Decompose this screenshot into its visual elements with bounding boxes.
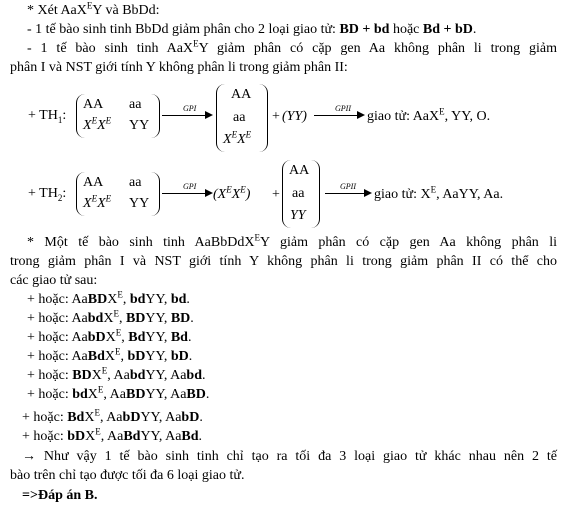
line-2-dot: .: [472, 22, 477, 37]
conclusion-line-2: bào trên chỉ tạo được tối đa 6 loại giao tử.: [10, 468, 245, 483]
gene-bold: bD: [122, 410, 141, 425]
gene-bold: bD: [170, 349, 189, 364]
option-text: $X^E$, Aa: [87, 384, 126, 402]
gene-bold: Bd: [123, 429, 141, 444]
gamete-option: [27, 348, 192, 366]
option-text: .: [186, 292, 190, 307]
arrow-head-icon: [364, 189, 372, 197]
option-text: $X^E$,: [105, 327, 129, 345]
gene-bold: Bd: [170, 330, 188, 345]
case-1-label: + $TH_1$:: [28, 108, 67, 125]
answer-line: =>Đáp án B.: [22, 488, 98, 503]
gene-bold: bd: [129, 292, 146, 307]
heading-text: * Xét AaX$^E$Y và BbDd:: [27, 0, 160, 18]
option-text: .: [199, 410, 203, 425]
gene-bold: Bd: [181, 429, 199, 444]
option-text: $X^E$,: [104, 346, 128, 364]
line-4: phân I và NST giới tính Y không phân li trong giảm phân II:: [10, 60, 348, 75]
case-2-matrix-1: [76, 172, 160, 216]
m-cell-xx: $X^EX^E$: [223, 129, 252, 147]
heading-line-1: [27, 2, 160, 20]
case-1-matrix-2: [216, 84, 268, 152]
m-cell-xx: $X^EX^E$: [83, 115, 112, 133]
gamete-option: [27, 291, 190, 309]
para-2-line-1: * Một tế bào sinh tinh AaBbDdX$^E$Y giảm phân có cặp gen Aa không phân li: [27, 232, 557, 250]
gamete-bD-bold: Bd + bD: [422, 22, 473, 37]
gene-bold: Bd: [87, 349, 105, 364]
arrow-head-icon: [205, 111, 213, 119]
option-text: .: [198, 429, 203, 444]
gamete-bd-bold: BD + bd: [339, 22, 390, 37]
gene-bold: bd: [72, 387, 88, 402]
conclusion-line-1: → Như vậy 1 tế bào sinh tinh chỉ tạo ra tối đa 3 loại giao tử khác nhau nên 2 tế: [22, 449, 557, 464]
m-cell: aa: [129, 175, 142, 190]
gene-bold: bd: [87, 311, 104, 326]
option-text: + hoặc: Aa: [27, 349, 88, 364]
m-cell: aa: [292, 186, 305, 201]
option-text: YY,: [145, 349, 171, 364]
option-text: + hoặc: Aa: [27, 330, 88, 345]
gene-bold: BD: [87, 292, 108, 307]
plus-sign: +: [272, 187, 280, 202]
m-cell: AA: [83, 175, 104, 190]
gene-bold: bD: [87, 330, 106, 345]
option-text: .: [187, 330, 192, 345]
line-2-text: - 1 tế bào sinh tinh BbDd giảm phân cho 2 loại giao tử:: [27, 22, 340, 37]
option-text: YY, Aa: [145, 387, 187, 402]
plus-sign: +: [272, 109, 280, 124]
line-2-or: hoặc: [389, 22, 423, 37]
option-text: YY,: [145, 330, 171, 345]
option-text: $X^E$, Aa: [84, 407, 123, 425]
gene-bold: bd: [186, 368, 202, 383]
para-2-line-2: trong giảm phân I và NST giới tính Y không phân li trong giảm phân II có thể cho: [10, 254, 557, 269]
yy-term: (YY): [282, 109, 307, 124]
para-2-line-3: các giao tử sau:: [10, 273, 98, 288]
gene-bold: BD: [125, 311, 146, 326]
option-text: $X^E$,: [107, 289, 130, 307]
gene-bold: Bd: [67, 410, 85, 425]
m-cell: YY: [129, 118, 150, 133]
option-text: YY, Aa: [140, 429, 182, 444]
gene-bold: BD: [186, 387, 206, 402]
option-text: + hoặc: Aa: [27, 292, 88, 307]
option-text: YY,: [145, 311, 171, 326]
arrow-line: [325, 193, 365, 194]
option-text: $X^E$, Aa: [91, 365, 130, 383]
gamete-option: [27, 329, 191, 347]
gpii-label: GPII: [340, 182, 356, 191]
option-text: + hoặc: Aa: [27, 311, 88, 326]
xx-term: $(X^EX^E)$: [213, 184, 251, 202]
option-text: .: [205, 387, 210, 402]
m-cell: aa: [129, 97, 142, 112]
gene-bold: bD: [127, 349, 146, 364]
option-text: + hoặc:: [27, 387, 73, 402]
option-text: YY, Aa: [140, 410, 182, 425]
m-cell: YY: [290, 208, 306, 223]
option-text: + hoặc:: [27, 368, 73, 383]
case-1-matrix-1: [76, 94, 160, 138]
gene-bold: BD: [170, 311, 191, 326]
gamete-option: [22, 409, 203, 427]
gamete-option: [27, 367, 205, 385]
arrow-line: [162, 193, 206, 194]
arrow-line: [162, 115, 206, 116]
option-text: YY, Aa: [145, 368, 187, 383]
m-cell-xx: $X^EX^E$: [83, 193, 112, 211]
gene-bold: BD: [125, 387, 146, 402]
case-2-result: giao tử: $X^E$, AaYY, Aa.: [374, 184, 504, 202]
m-cell: AA: [231, 87, 252, 102]
arrow-head-icon: [357, 111, 365, 119]
m-cell: AA: [83, 97, 104, 112]
case-2-label: + $TH_2$:: [28, 186, 67, 203]
gamete-option: [27, 386, 209, 404]
case-2-matrix-2: [282, 160, 320, 228]
gene-bold: bD: [67, 429, 86, 444]
m-cell: AA: [289, 163, 310, 178]
gpi-label: GPI: [183, 182, 197, 191]
line-2: [27, 21, 476, 39]
gene-bold: BD: [72, 368, 92, 383]
gene-bold: bD: [181, 410, 200, 425]
option-text: YY,: [145, 292, 171, 307]
option-text: .: [201, 368, 206, 383]
case-1-result: giao tử: AaX$^E$, YY, O.: [367, 106, 491, 124]
gamete-option: [22, 428, 202, 446]
option-text: .: [188, 349, 193, 364]
option-text: + hoặc:: [22, 429, 68, 444]
arrow-head-icon: [205, 189, 213, 197]
gpii-label: GPII: [335, 104, 351, 113]
option-text: $X^E$, Aa: [85, 426, 124, 444]
m-cell: aa: [233, 110, 246, 125]
arrow-line: [314, 115, 358, 116]
gene-bold: Bd: [128, 330, 146, 345]
option-text: $X^E$,: [103, 308, 126, 326]
option-text: + hoặc:: [22, 410, 68, 425]
gpi-label: GPI: [183, 104, 197, 113]
gene-bold: bd: [129, 368, 146, 383]
m-cell: YY: [129, 196, 150, 211]
gamete-option: [27, 310, 194, 328]
option-text: .: [190, 311, 194, 326]
gene-bold: bd: [170, 292, 187, 307]
line-3: - 1 tế bào sinh tinh AaX$^E$Y giảm phân có cặp gen Aa không phân li trong giảm: [27, 38, 558, 56]
